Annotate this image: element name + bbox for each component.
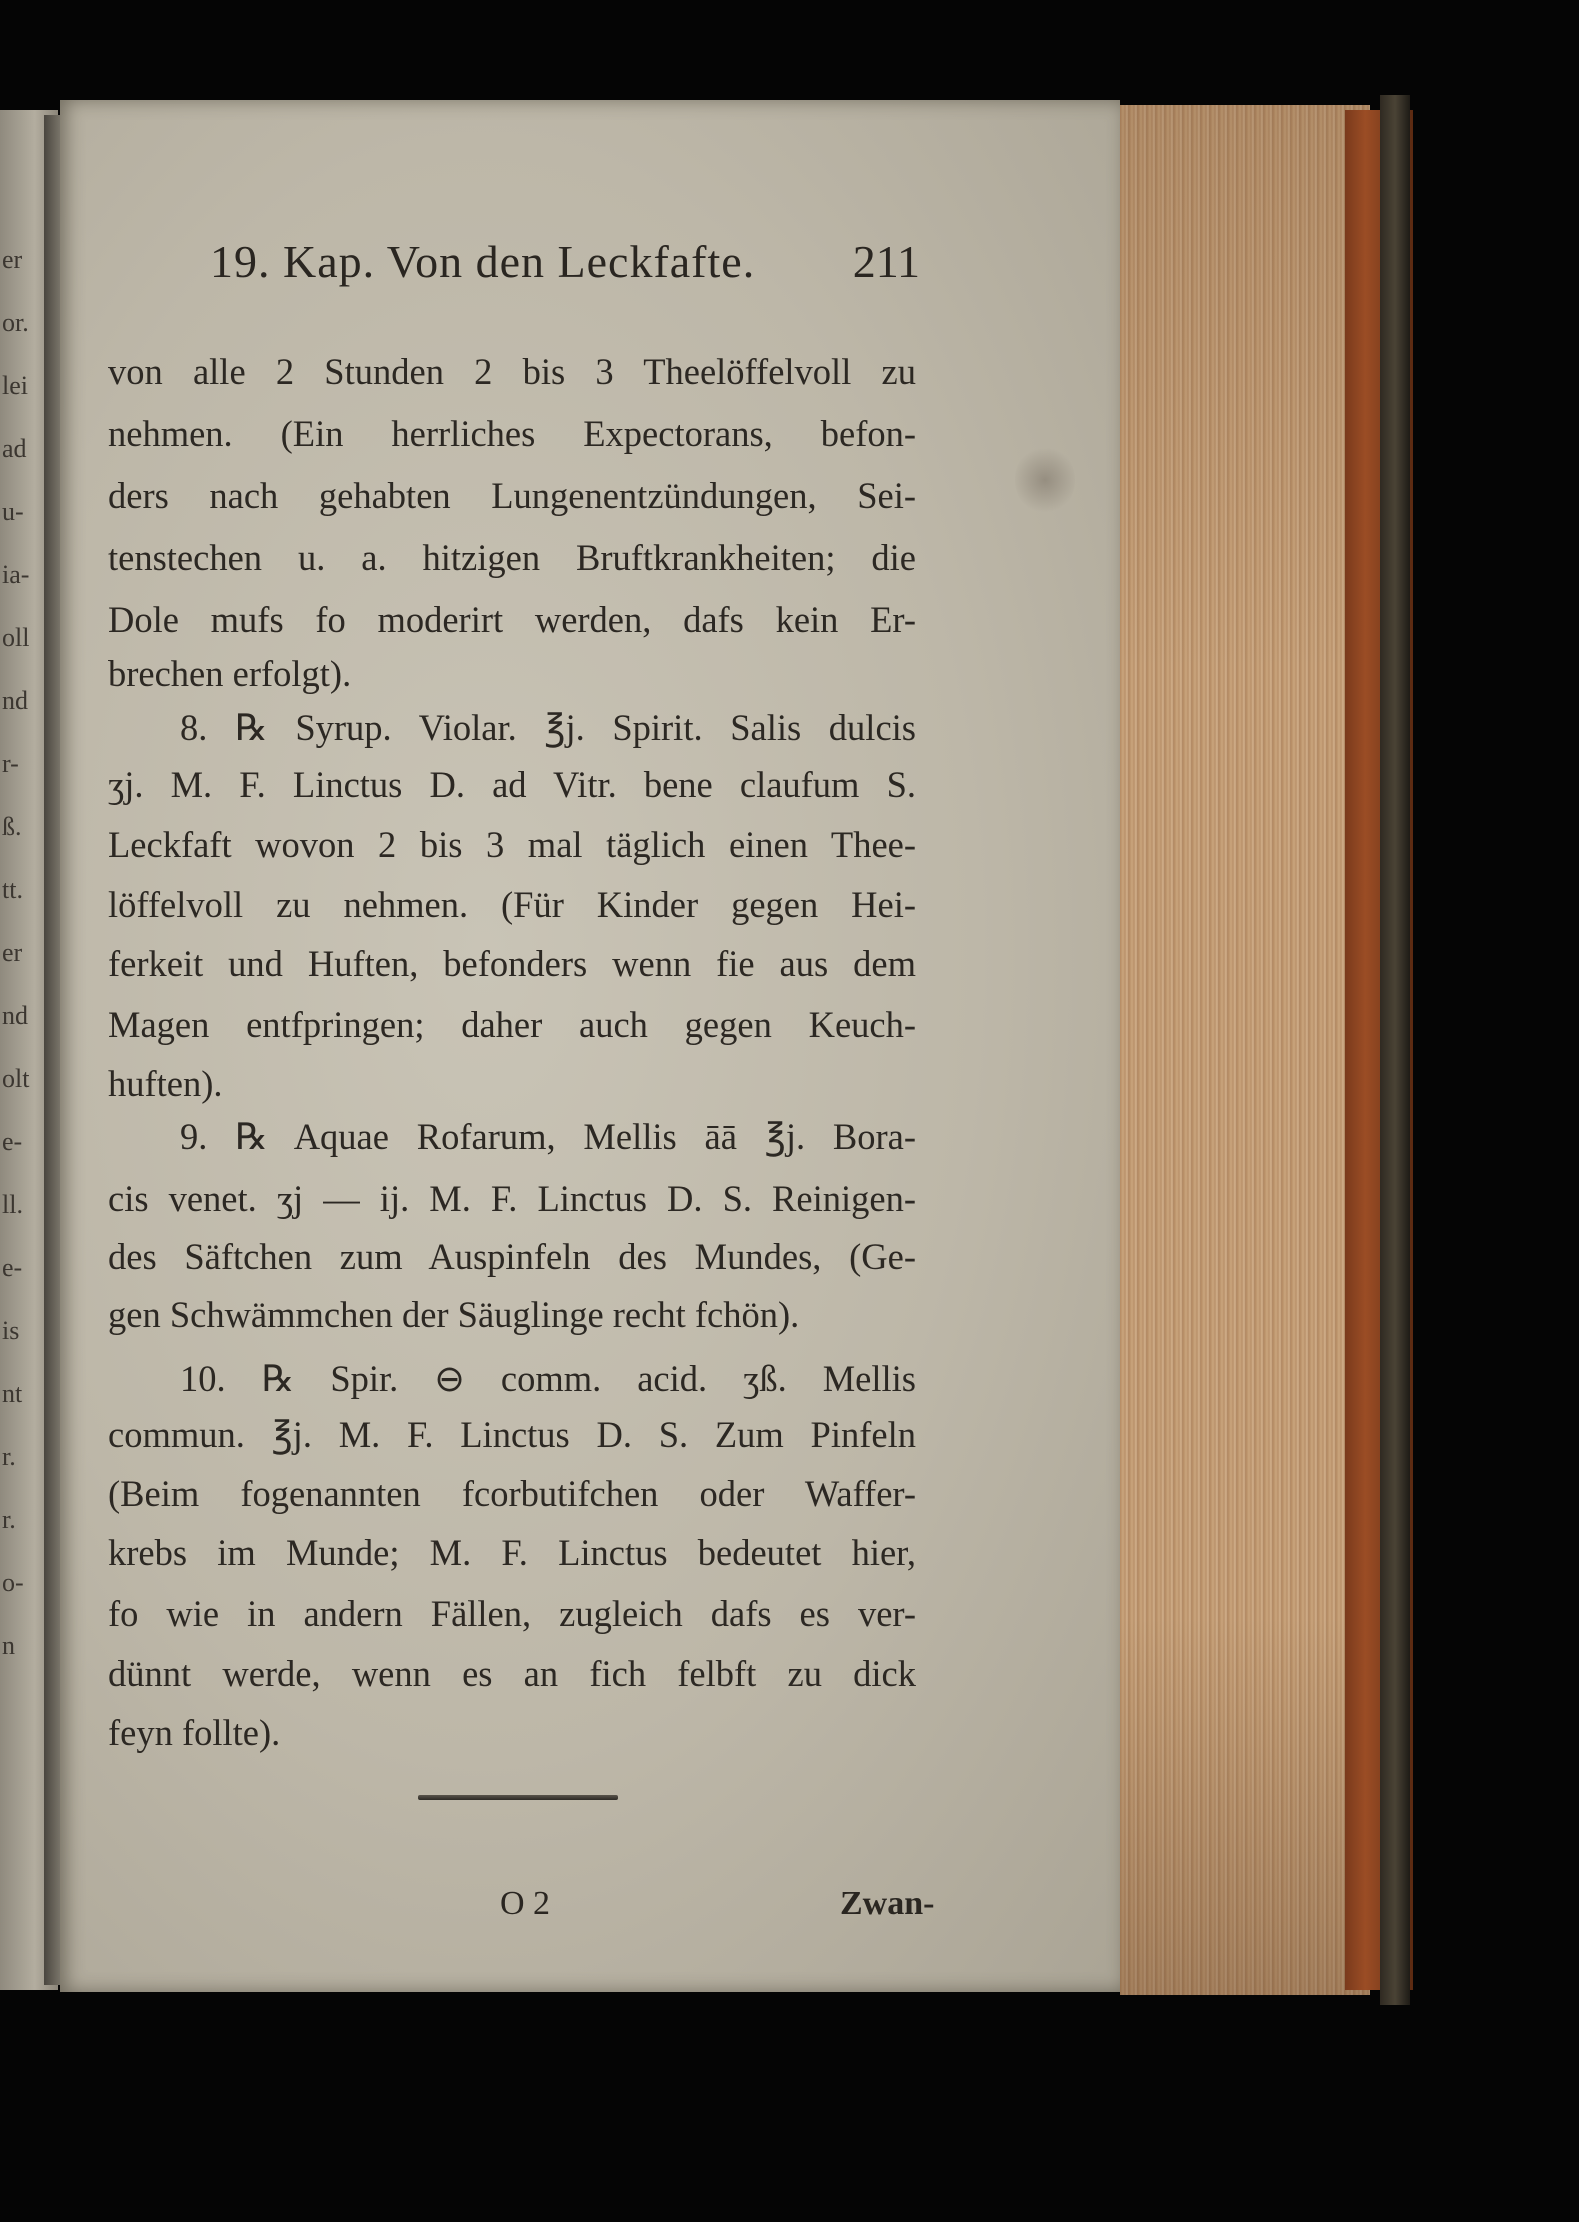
text-line: löffelvoll zu nehmen. (Für Kinder gegen Hei- [108,884,916,925]
left-page-fragment: lei [2,371,28,400]
text-line: nehmen. (Ein herrliches Expectorans, befon- [108,413,916,454]
text-line: gen Schwämmchen der Säuglinge recht fchön). [108,1294,800,1335]
left-page-fragment: e- [2,1253,23,1282]
text-line: fo wie in andern Fällen, zugleich dafs es ver- [108,1593,916,1634]
left-page-fragment: er [2,245,23,274]
left-page-fragment: nd [2,1001,28,1030]
text-line: ferkeit und Huften, befonders wenn fie aus dem [108,943,916,984]
text-line: tenstechen u. a. hitzigen Bruftkrankheiten; die [108,537,916,578]
text-line: ders nach gehabten Lungenentzündungen, Sei- [108,475,916,516]
text-line: commun. ℥j. M. F. Linctus D. S. Zum Pinfeln [108,1414,916,1455]
text-line: Leckfaft wovon 2 bis 3 mal täglich einen Thee- [108,824,916,865]
left-page-fragment: oll [2,623,30,652]
signature-mark: O 2 [500,1885,551,1922]
running-header [210,235,920,288]
text-line: ʒj. M. F. Linctus D. ad Vitr. bene claufum S. [108,764,916,805]
left-page-fragment: ad [2,434,27,463]
page-fore-edge [1120,105,1370,1995]
text-line: huften). [108,1063,223,1104]
left-page-fragment: ia- [2,560,30,589]
text-line: 10. ℞ Spir. ⊖ comm. acid. ʒß. Mellis [180,1358,916,1399]
left-page-fragment: er [2,938,23,967]
left-page-fragment: or. [2,308,29,337]
left-page-fragment: olt [2,1064,30,1093]
text-line: Magen entfpringen; daher auch gegen Keuch- [108,1004,916,1045]
left-page-fragment: r- [2,749,19,778]
left-page-fragment: ß. [2,812,22,841]
text-line: 9. ℞ Aquae Rofarum, Mellis āā ℥j. Bora- [180,1116,916,1157]
text-line: cis venet. ʒj — ij. M. F. Linctus D. S. Reinigen- [108,1178,916,1219]
book-cover [1380,95,1410,2005]
text-line: dünnt werde, wenn es an fich felbft zu dick [108,1653,916,1694]
text-line: feyn follte). [108,1712,281,1753]
running-title: 19. Kap. Von den Leckfafte. [210,236,756,287]
left-page-fragment: r. [2,1442,16,1471]
text-line: des Säftchen zum Auspinfeln des Mundes, (Ge- [108,1236,916,1277]
left-page-fragment: tt. [2,875,23,904]
left-page-fragment: u- [2,497,24,526]
left-page-fragment: nd [2,686,28,715]
text-line: Dole mufs fo moderirt werden, dafs kein Er- [108,599,916,640]
text-line: 8. ℞ Syrup. Violar. ℥j. Spirit. Salis dulcis [180,707,916,748]
left-page-fragment: r. [2,1505,16,1534]
text-line: brechen erfolgt). [108,653,352,694]
page-stain [1015,445,1075,515]
catchword: Zwan- [840,1885,935,1922]
text-line: (Beim fogenannten fcorbutifchen oder Waffer- [108,1473,916,1514]
section-rule [418,1795,618,1800]
left-page-fragment: ll. [2,1190,23,1219]
page-number: 211 [852,236,920,287]
text-line: von alle 2 Stunden 2 bis 3 Theelöffelvoll zu [108,351,916,392]
left-page-fragment: e- [2,1127,23,1156]
text-line: krebs im Munde; M. F. Linctus bedeutet hier, [108,1532,916,1573]
left-page-fragment: nt [2,1379,23,1408]
left-page-fragment: is [2,1316,20,1345]
left-page-fragment: n [2,1631,15,1660]
left-page-fragment: o- [2,1568,24,1597]
